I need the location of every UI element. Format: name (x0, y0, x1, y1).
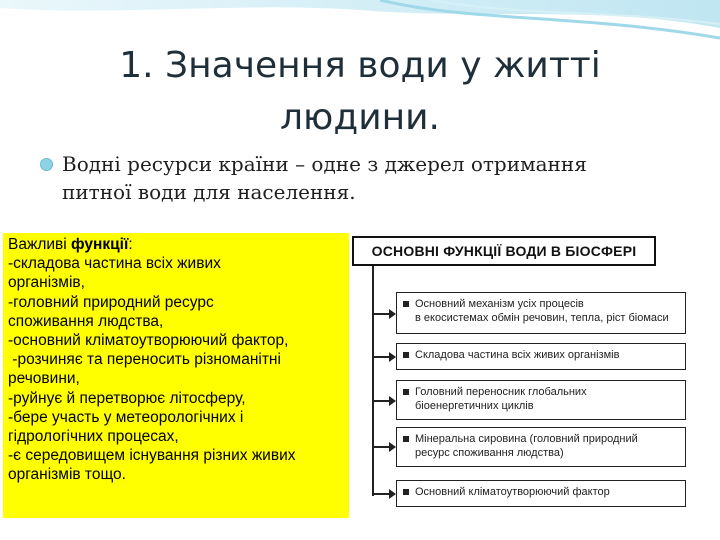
diagram-arrow-icon (372, 493, 394, 495)
diagram-item-line: Основний кліматоутворюючий фактор (415, 486, 610, 498)
functions-note-box (3, 233, 349, 518)
diagram-item (396, 480, 686, 507)
functions-note-line: речовини, (8, 370, 80, 388)
heading-prefix: Важливі (8, 236, 72, 253)
diagram-item (396, 427, 686, 467)
heading-bold: функції (71, 236, 129, 253)
diagram-item-line: Основний механізм усіх процесів (415, 298, 584, 310)
functions-note-line: споживання людства, (8, 312, 164, 330)
functions-note-line: гідрологічних процесах, (8, 428, 179, 446)
slide-title-line-2: людини. (280, 97, 440, 138)
functions-note-line: -руйнує й перетворює літосферу, (8, 389, 246, 407)
diagram-item-line: Мінеральна сировина (головний природний (415, 433, 638, 445)
diagram-arrow-icon (372, 356, 394, 358)
functions-note-line: -є середовищем існування різних живих (8, 447, 296, 465)
functions-note-heading (8, 235, 344, 254)
functions-note-line: організмів тощо. (8, 466, 126, 484)
diagram-item-line: Головний переносник глобальних (415, 386, 587, 398)
functions-note-line: -розчиняє та переносить різноманітні (8, 351, 281, 369)
diagram-item (396, 380, 686, 420)
functions-note-line: -основний кліматоутворюючий фактор, (8, 332, 289, 350)
slide-title-line-1: 1. Значення води у житті (119, 45, 601, 86)
diagram-item-line: біоенергетичних циклів (415, 400, 534, 412)
square-bullet-icon (403, 301, 409, 307)
diagram-arrow-icon (372, 400, 394, 402)
bullet-line-1: Водні ресурси країни – одне з джерел отримання (62, 152, 587, 176)
square-bullet-icon (403, 352, 409, 358)
bullet-text (40, 150, 702, 206)
diagram-arrow-icon (372, 446, 394, 448)
diagram-item (396, 343, 686, 370)
heading-suffix: : (128, 236, 133, 253)
functions-note-line: -бере участь у метеорологічних і (8, 408, 244, 426)
diagram-item-line: Складова частина всіх живих організмів (415, 349, 620, 361)
diagram-item-line: в екосистемах обмін речовин, тепла, ріст біомаси (415, 312, 669, 324)
diagram-item-line: ресурс споживання людства) (415, 447, 564, 459)
bullet-line-2: питної води для населення. (62, 180, 356, 204)
square-bullet-icon (403, 389, 409, 395)
diagram-arrow-icon (372, 313, 394, 315)
functions-note-line: організмів, (8, 274, 85, 292)
functions-note-line: -складова частина всіх живих (8, 255, 221, 273)
biosphere-functions-diagram (352, 230, 714, 526)
diagram-connector-trunk (372, 266, 374, 496)
functions-note-line: -головний природний ресурс (8, 293, 214, 311)
diagram-title: ОСНОВНІ ФУНКЦІЇ ВОДИ В БІОСФЕРІ (352, 236, 656, 266)
square-bullet-icon (403, 436, 409, 442)
slide-title (60, 40, 660, 144)
square-bullet-icon (403, 489, 409, 495)
diagram-item (396, 292, 686, 334)
